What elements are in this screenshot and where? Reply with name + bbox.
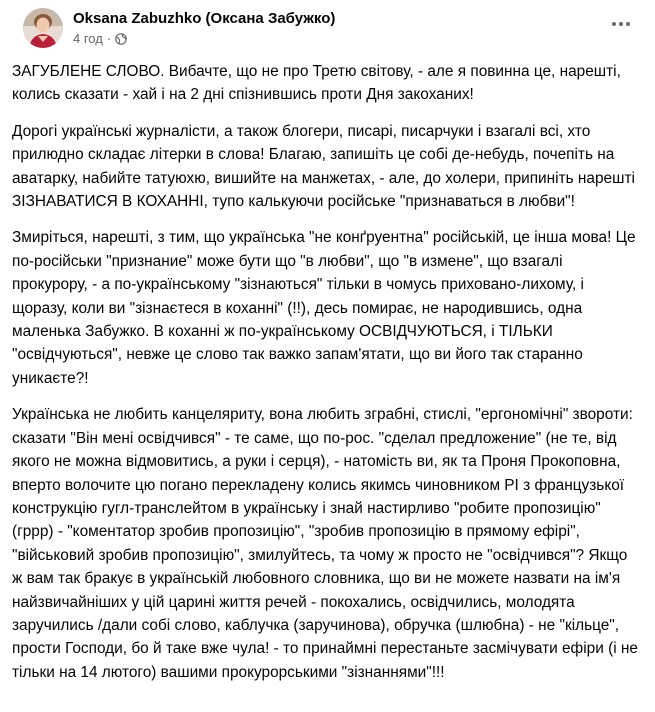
more-dot bbox=[619, 22, 623, 26]
post-header bbox=[12, 0, 643, 60]
post-body bbox=[12, 60, 643, 684]
post-meta bbox=[73, 31, 127, 46]
more-options-icon[interactable] bbox=[603, 14, 639, 34]
meta-separator: · bbox=[106, 31, 112, 46]
avatar-image bbox=[23, 8, 63, 48]
more-dot bbox=[626, 22, 630, 26]
post-paragraph: Українська не любить канцеляриту, вона любить зграбні, стислі, "ергономічні" звороти: сказати "Він мені освідчився" - те саме, що по-рос. "сделал предложение" (не те, від якого не можна відмовитись, а руки і серця), - натомість ви, як та Проня Прокоповна, вперто волочите цю погано перекладену колись якимсь чиновником РІ з французької конструкцію гугл-транслейтом в українську і знай настирливо "робите пропозицію" (гррр) - "коментатор зробив пропозицію", "зробив пропозицію в прямому ефірі", "військовий зробив пропозицію", змилуйтесь, та чому ж просто не "освідчився"? Якщо ж вам так бракує в українській любовного словника, що ви не можете назвати на ім'я найзвичайніших у цій царині життя речей - покохались, освідчились, молодята заручились /дали собі слово, каблучка (заручинова), обручка (шлюбна) - не "кільце", прости Господи, бо й таке вже чула! - то принаймні перестаньте засмічувати ефіри (і не тільки на 14 лютого) вашими прокурорськими "зізнаннями"!!! bbox=[12, 406, 638, 681]
post-timestamp[interactable]: 4 год bbox=[73, 31, 103, 46]
more-dot bbox=[612, 22, 616, 26]
post-paragraph: ЗАГУБЛЕНЕ СЛОВО. Вибачте, що не про Третю світову, - але я повинна це, нарешті, колись сказати - хай і на 2 дні спізнившись проти Дня закоханих! bbox=[12, 63, 621, 104]
author-name[interactable]: Oksana Zabuzhko (Оксана Забужко) bbox=[73, 10, 336, 27]
post-paragraph: Змиріться, нарешті, з тим, що українська "не конґруентна" російській, це інша мова! Це по-російськи "признание" може бути що "в любви", що "в измене", що взагалі прокурору, - а по-українському "зізнаються" тільки в чомусь приховано-лихому, і щоразу, коли ви "зізнаєтеся в коханні" (!!), десь помирає, не народившись, одна маленька Забужко. В коханні ж по-українському ОСВІДЧУЮТЬСЯ, і ТІЛЬКИ "освідчуються", невже це слово так важко запам'ятати, що ви його так старанно уникаєте?! bbox=[12, 229, 636, 387]
globe-icon[interactable] bbox=[115, 33, 127, 45]
post-paragraph: Дорогі українські журналісти, а також блогери, писарі, писарчуки і взагалі всі, хто прилюдно складає літерки в слова! Благаю, запишіть це собі де-небудь, почепіть на аватарку, набийте татуюхю, вишийте на манжетах, - але, до холери, припиніть нарешті ЗІЗНАВАТИСЯ В КОХАННІ, тупо калькуючи російське "признаваться в любви"! bbox=[12, 122, 635, 211]
author-avatar[interactable] bbox=[23, 8, 63, 48]
